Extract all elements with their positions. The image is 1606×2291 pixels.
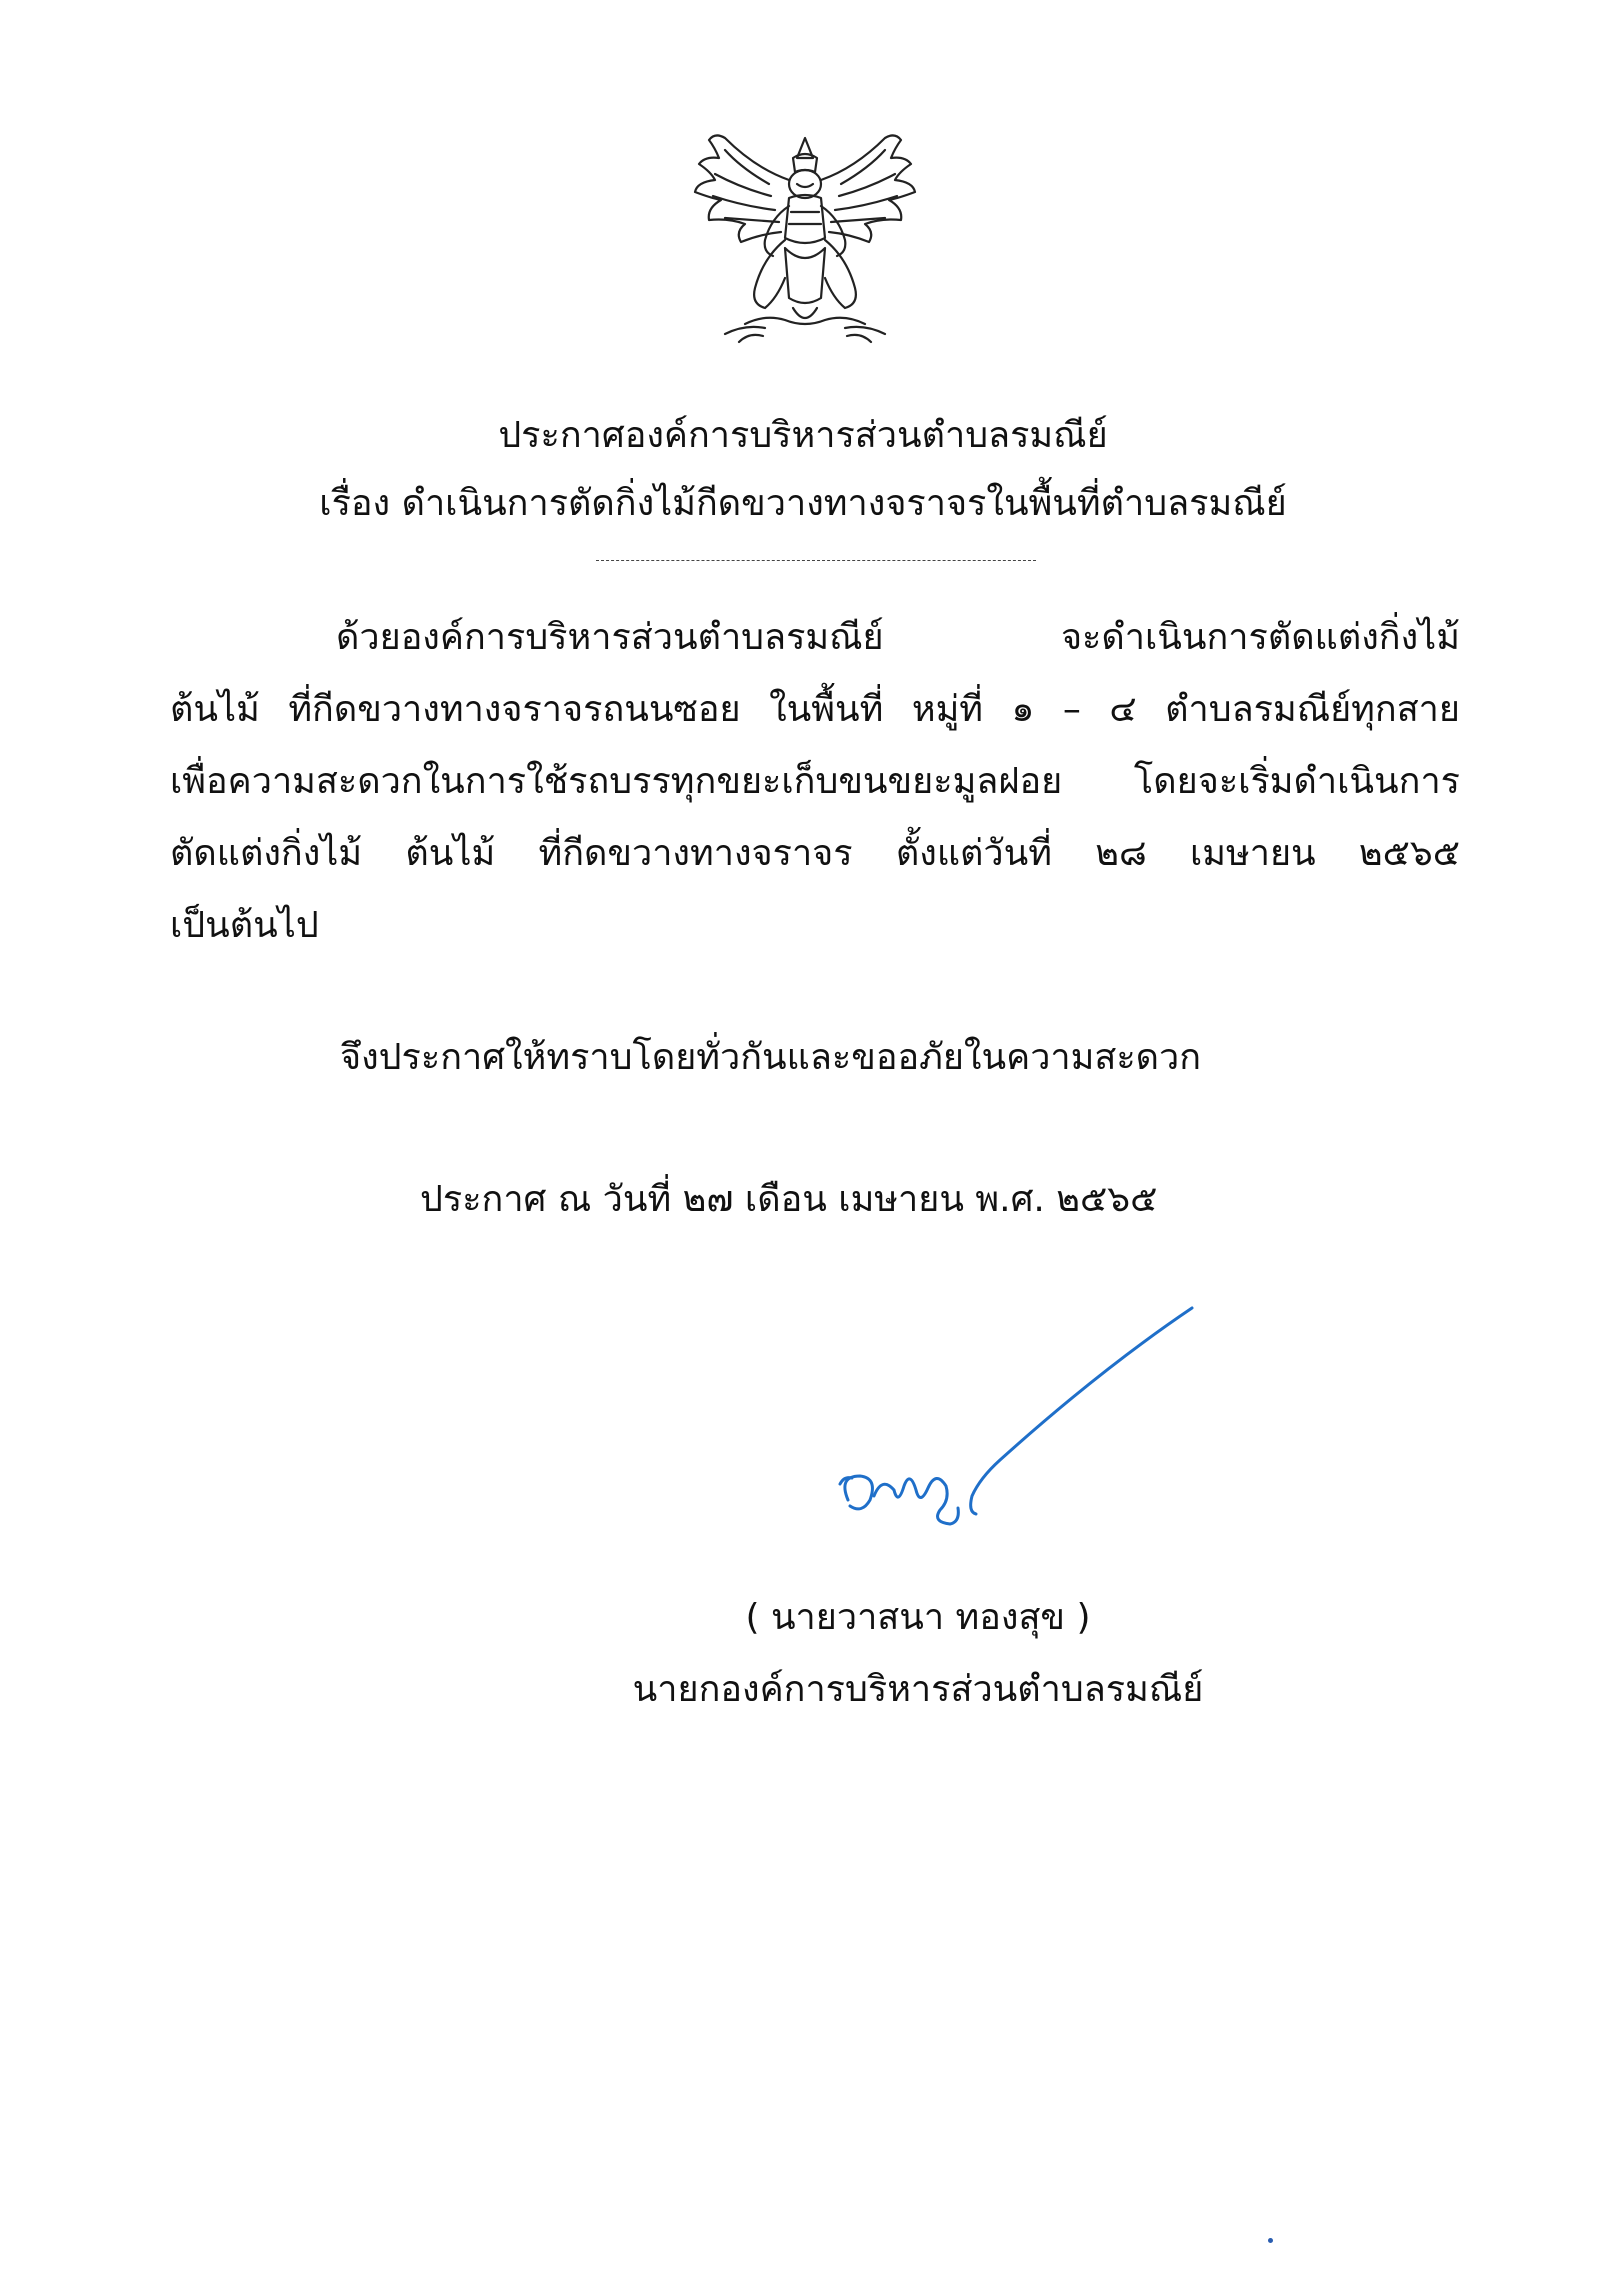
handwritten-signature [800, 1300, 1220, 1560]
body-line: เป็นต้นไป [170, 905, 319, 946]
body-line: ตัดแต่งกิ่งไม้ ต้นไม้ ที่กีดขวางทางจราจร ตั้งแต่วันที่ ๒๘ เมษายน ๒๕๖๕ [170, 833, 1460, 874]
closing-notice: จึงประกาศให้ทราบโดยทั่วกันและขออภัยในความสะดวก [340, 1037, 1202, 1078]
announcement-title: ประกาศองค์การบริหารส่วนตำบลรมณีย์ [498, 415, 1108, 456]
signer-position: นายกองค์การบริหารส่วนตำบลรมณีย์ [632, 1669, 1204, 1710]
announcement-date: ประกาศ ณ วันที่ ๒๗ เดือน เมษายน พ.ศ. ๒๕๖๕ [420, 1179, 1158, 1220]
ink-speck [1268, 2238, 1273, 2243]
announcement-subject: เรื่อง ดำเนินการตัดกิ่งไม้กีดขวางทางจราจรในพื้นที่ตำบลรมณีย์ [319, 483, 1287, 524]
body-line: ด้วยองค์การบริหารส่วนตำบลรมณีย์ จะดำเนินการตัดแต่งกิ่งไม้ [336, 617, 1460, 658]
title-divider [596, 560, 1036, 561]
body-line: เพื่อความสะดวกในการใช้รถบรรทุกขยะเก็บขนขยะมูลฝอย โดยจะเริ่มดำเนินการ [170, 761, 1460, 802]
body-line: ต้นไม้ ที่กีดขวางทางจราจรถนนซอย ในพื้นที่ หมู่ที่ ๑ – ๔ ตำบลรมณีย์ทุกสาย [170, 689, 1460, 730]
signer-name: ( นายวาสนา ทองสุข ) [745, 1597, 1091, 1638]
garuda-emblem-icon [685, 128, 925, 358]
